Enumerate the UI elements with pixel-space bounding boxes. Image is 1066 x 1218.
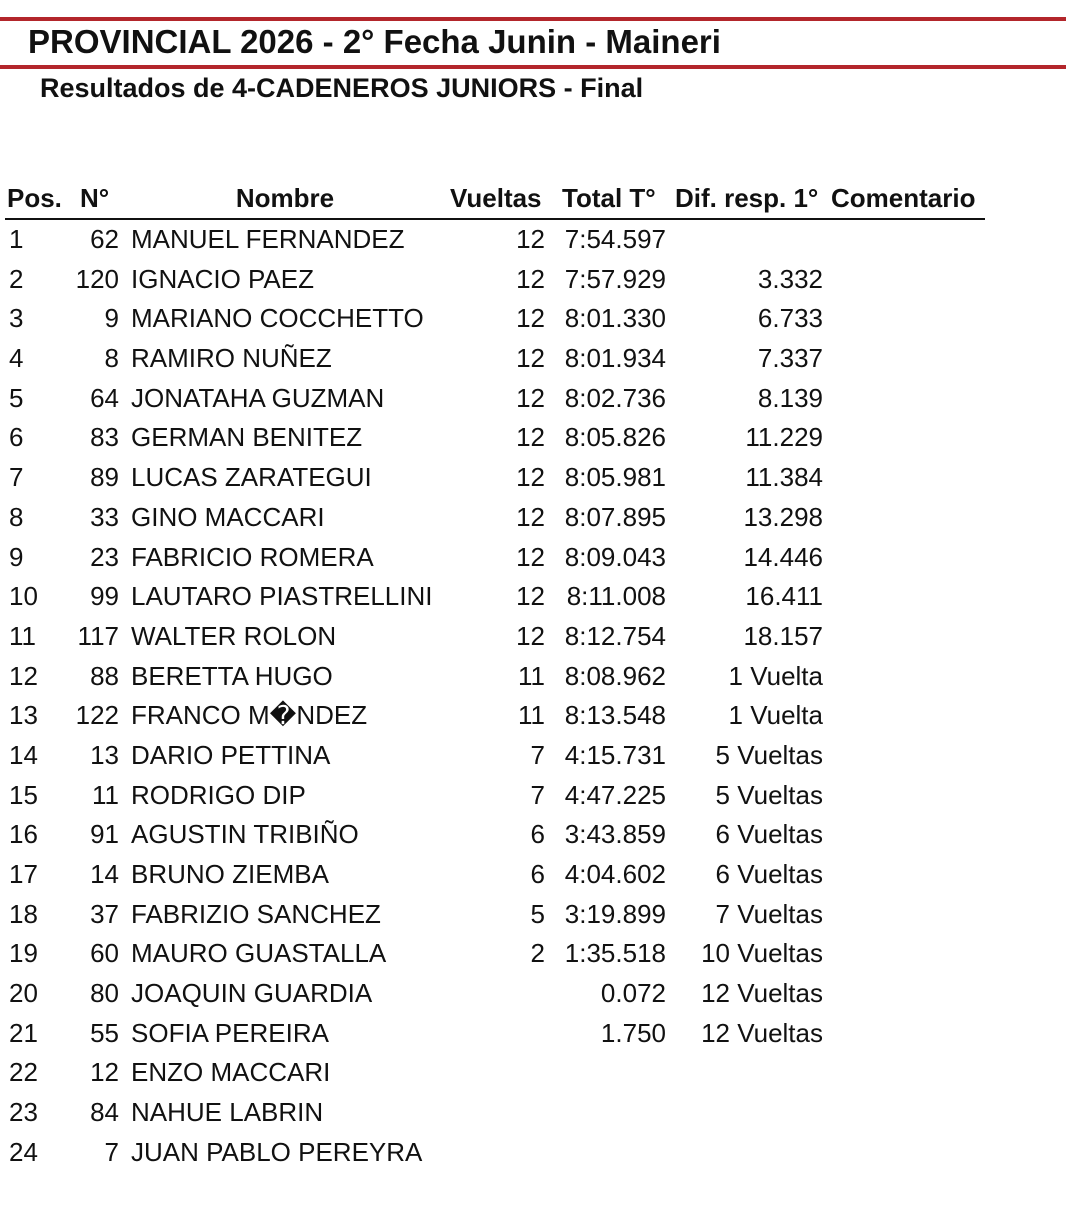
row-laps: 11 [518, 660, 545, 691]
row-total-time: 8:12.754 [564, 620, 666, 651]
header-laps: Vueltas [450, 183, 542, 213]
row-laps: 7 [530, 779, 545, 810]
row-pos: 2 [9, 263, 24, 294]
row-name: MARIANO COCCHETTO [131, 303, 424, 334]
row-name: FRANCO M�NDEZ [131, 700, 368, 731]
row-total-time: 7:57.929 [564, 263, 666, 294]
row-total-time: 4:15.731 [564, 739, 666, 770]
row-pos: 22 [9, 1057, 38, 1088]
row-name: JONATAHA GUZMAN [131, 382, 385, 413]
row-diff: 12 Vueltas [701, 978, 823, 1009]
row-diff: 6 Vueltas [715, 859, 823, 889]
row-diff: 5 Vueltas [715, 779, 823, 810]
row-diff: 1 Vuelta [728, 660, 823, 691]
row-pos: 15 [9, 779, 38, 810]
row-number: 99 [90, 581, 119, 612]
row-name: ENZO MACCARI [131, 1057, 331, 1088]
row-pos: 4 [9, 343, 24, 374]
row-total-time: 0.072 [600, 978, 666, 1009]
table-row [0, 220, 1066, 260]
row-name: DARIO PETTINA [131, 739, 331, 770]
results-table-header [0, 178, 1066, 218]
row-pos: 9 [9, 541, 24, 572]
row-diff: 7.337 [757, 343, 823, 374]
row-pos: 20 [9, 978, 38, 1009]
row-total-time: 7:54.597 [564, 224, 666, 254]
row-diff: 1 Vuelta [728, 700, 823, 731]
row-name: GERMAN BENITEZ [131, 422, 363, 453]
row-total-time: 8:11.008 [566, 581, 666, 612]
table-row [0, 657, 1066, 697]
row-number: 9 [104, 303, 119, 334]
row-number: 84 [90, 1097, 119, 1128]
table-row [0, 696, 1066, 736]
row-number: 14 [90, 859, 119, 889]
table-row [0, 1093, 1066, 1133]
row-laps: 5 [530, 898, 545, 929]
row-number: 23 [90, 541, 119, 572]
row-name: JOAQUIN GUARDIA [131, 978, 373, 1009]
row-diff: 5 Vueltas [715, 739, 823, 770]
row-name: GINO MACCARI [131, 501, 325, 532]
table-row [0, 339, 1066, 379]
row-number: 91 [90, 819, 119, 850]
row-laps: 2 [530, 938, 545, 969]
header-diff: Dif. resp. 1° [675, 183, 819, 213]
row-pos: 16 [9, 819, 38, 850]
row-laps: 12 [516, 343, 545, 374]
row-number: 122 [75, 700, 119, 731]
row-number: 7 [104, 1136, 119, 1167]
row-laps: 12 [516, 462, 545, 493]
row-diff: 11.229 [745, 422, 823, 453]
row-pos: 11 [9, 620, 36, 651]
row-pos: 14 [9, 739, 38, 770]
table-row [0, 895, 1066, 935]
row-laps: 6 [530, 819, 545, 850]
row-pos: 10 [9, 581, 38, 612]
row-number: 55 [90, 1017, 119, 1048]
row-diff: 8.139 [757, 382, 823, 413]
table-row [0, 855, 1066, 895]
row-laps: 12 [516, 501, 545, 532]
row-number: 8 [104, 343, 119, 374]
row-laps: 12 [516, 422, 545, 453]
header-pos: Pos. [7, 183, 62, 213]
row-diff: 14.446 [743, 541, 823, 572]
row-pos: 18 [9, 898, 38, 929]
row-number: 11 [92, 779, 119, 810]
row-diff: 6 Vueltas [715, 819, 823, 850]
row-laps: 12 [516, 224, 545, 254]
row-number: 60 [90, 938, 119, 969]
title-bottom-rule [0, 65, 1066, 69]
table-row [0, 1053, 1066, 1093]
row-diff: 18.157 [743, 620, 823, 651]
row-number: 88 [90, 660, 119, 691]
row-number: 80 [90, 978, 119, 1009]
row-name: MAURO GUASTALLA [131, 938, 387, 969]
results-table-body [0, 220, 1066, 1173]
row-number: 117 [77, 620, 119, 651]
row-number: 33 [90, 501, 119, 532]
row-pos: 21 [9, 1017, 38, 1048]
row-laps: 7 [530, 739, 545, 770]
row-number: 13 [90, 739, 119, 770]
row-name: SOFIA PEREIRA [131, 1017, 329, 1048]
row-name: JUAN PABLO PEREYRA [131, 1136, 423, 1167]
row-total-time: 4:04.602 [564, 859, 666, 889]
row-total-time: 8:02.736 [564, 382, 666, 413]
row-pos: 12 [9, 660, 38, 691]
row-total-time: 1:35.518 [564, 938, 666, 969]
row-total-time: 8:05.981 [564, 462, 666, 493]
row-pos: 1 [9, 224, 24, 254]
row-total-time: 8:07.895 [564, 501, 666, 532]
row-name: WALTER ROLON [131, 620, 337, 651]
row-total-time: 3:43.859 [564, 819, 666, 850]
row-name: IGNACIO PAEZ [131, 263, 314, 294]
row-pos: 17 [9, 859, 38, 889]
page-title: PROVINCIAL 2026 - 2° Fecha Junin - Maineri [28, 23, 721, 60]
table-row [0, 379, 1066, 419]
row-total-time: 8:09.043 [564, 541, 666, 572]
row-number: 37 [90, 898, 119, 929]
row-pos: 7 [9, 462, 24, 493]
table-row [0, 617, 1066, 657]
table-row [0, 815, 1066, 855]
row-number: 89 [90, 462, 119, 493]
row-laps: 12 [516, 581, 545, 612]
row-laps: 6 [530, 859, 545, 889]
row-name: RAMIRO NUÑEZ [131, 343, 332, 374]
row-laps: 12 [516, 303, 545, 334]
table-row [0, 1133, 1066, 1173]
row-laps: 12 [516, 263, 545, 294]
row-pos: 6 [9, 422, 24, 453]
table-row [0, 458, 1066, 498]
row-diff: 3.332 [757, 263, 823, 294]
table-row [0, 577, 1066, 617]
row-laps: 12 [516, 620, 545, 651]
row-name: AGUSTIN TRIBIÑO [131, 819, 359, 850]
row-total-time: 4:47.225 [564, 779, 666, 810]
row-number: 120 [75, 263, 119, 294]
row-total-time: 3:19.899 [564, 898, 666, 929]
row-name: BRUNO ZIEMBA [131, 859, 329, 889]
row-total-time: 8:01.934 [564, 343, 666, 374]
row-name: NAHUE LABRIN [131, 1097, 324, 1128]
row-laps: 12 [516, 382, 545, 413]
row-name: FABRIZIO SANCHEZ [131, 898, 381, 929]
table-row [0, 260, 1066, 300]
row-laps: 11 [518, 700, 545, 731]
row-diff: 10 Vueltas [701, 938, 823, 969]
row-number: 12 [90, 1057, 119, 1088]
row-total-time: 8:13.548 [564, 700, 666, 731]
row-total-time: 8:05.826 [564, 422, 666, 453]
row-name: LUCAS ZARATEGUI [131, 462, 372, 493]
row-name: MANUEL FERNANDEZ [131, 224, 405, 254]
table-row [0, 934, 1066, 974]
row-diff: 11.384 [745, 462, 823, 493]
row-pos: 13 [9, 700, 38, 731]
header-number: N° [80, 183, 110, 213]
row-diff: 6.733 [757, 303, 823, 334]
header-comment: Comentario [831, 183, 976, 213]
row-pos: 8 [9, 501, 24, 532]
table-row [0, 736, 1066, 776]
row-name: LAUTARO PIASTRELLINI [131, 581, 433, 612]
row-diff: 7 Vueltas [715, 898, 823, 929]
row-number: 64 [90, 382, 119, 413]
row-number: 83 [90, 422, 119, 453]
table-row [0, 538, 1066, 578]
table-row [0, 1014, 1066, 1054]
row-diff: 13.298 [743, 501, 823, 532]
header-name: Nombre [235, 183, 335, 213]
row-name: FABRICIO ROMERA [131, 541, 374, 572]
row-pos: 3 [9, 303, 24, 334]
row-total-time: 8:08.962 [564, 660, 666, 691]
row-name: BERETTA HUGO [131, 660, 333, 691]
page-subtitle: Resultados de 4-CADENEROS JUNIORS - Final [40, 73, 644, 103]
row-pos: 5 [9, 382, 24, 413]
row-diff: 12 Vueltas [701, 1017, 823, 1048]
table-row [0, 974, 1066, 1014]
row-name: RODRIGO DIP [131, 779, 306, 810]
table-row [0, 418, 1066, 458]
row-pos: 19 [9, 938, 38, 969]
table-row [0, 299, 1066, 339]
row-pos: 24 [9, 1136, 38, 1167]
row-diff: 16.411 [745, 581, 823, 612]
row-total-time: 8:01.330 [564, 303, 666, 334]
row-number: 62 [90, 224, 119, 254]
row-total-time: 1.750 [600, 1017, 666, 1048]
row-laps: 12 [516, 541, 545, 572]
header-total-time: Total T° [562, 183, 656, 213]
table-row [0, 776, 1066, 816]
row-pos: 23 [9, 1097, 38, 1128]
table-row [0, 498, 1066, 538]
